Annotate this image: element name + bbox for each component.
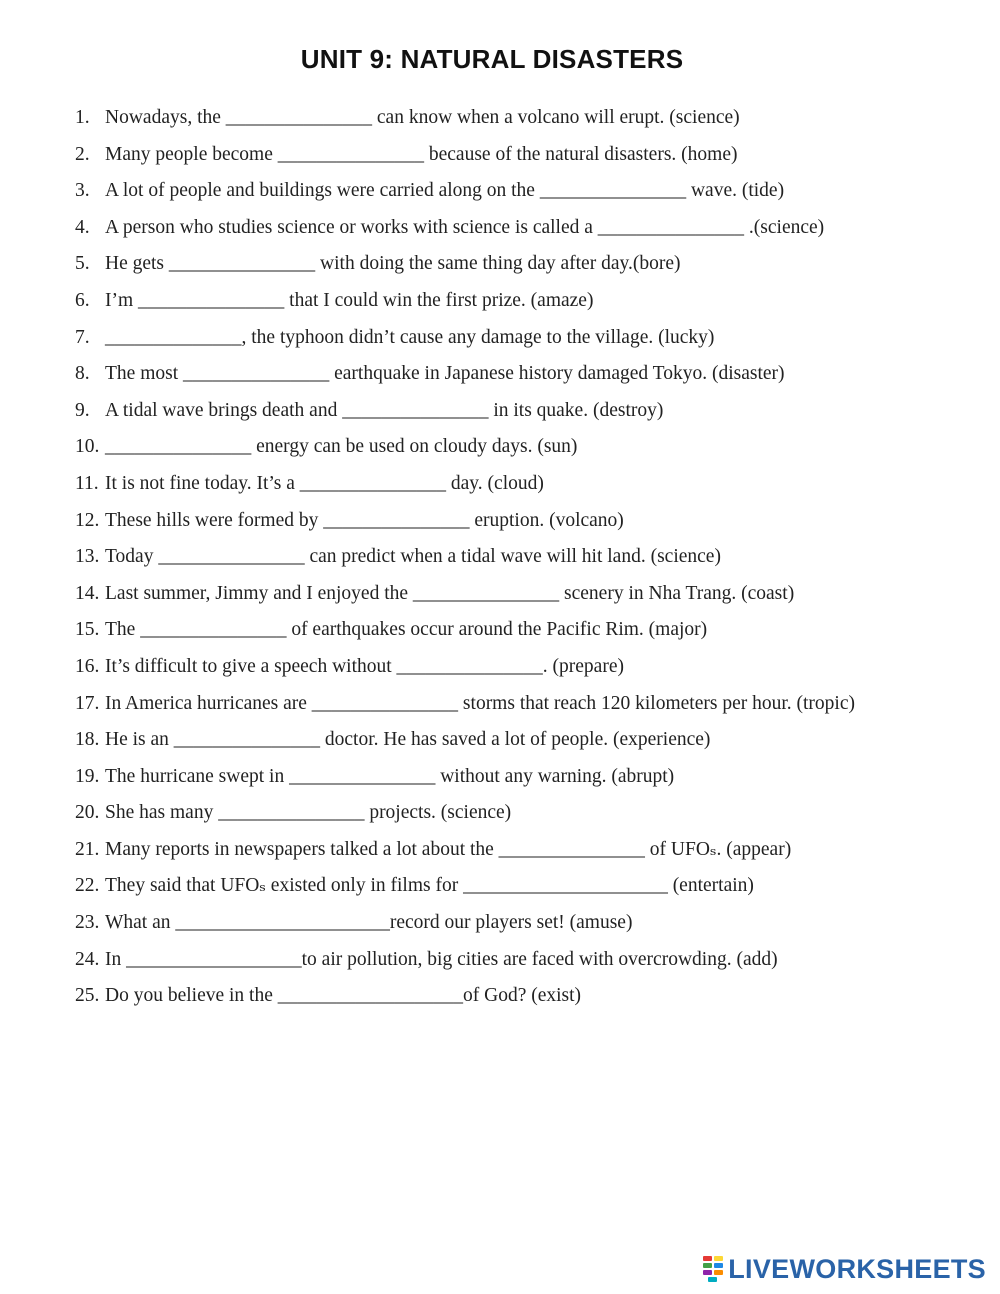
question-item bbox=[0, 542, 1000, 579]
question-number: 25. bbox=[75, 985, 100, 1007]
question-list bbox=[0, 103, 1000, 1018]
question-item bbox=[0, 176, 1000, 213]
question-number: 18. bbox=[75, 729, 100, 751]
logo-block bbox=[703, 1256, 712, 1261]
question-text: What an ______________________record our players set! (amuse) bbox=[105, 912, 633, 934]
question-number: 23. bbox=[75, 912, 100, 934]
question-text: The _______________ of earthquakes occur around the Pacific Rim. (major) bbox=[105, 619, 708, 641]
question-item bbox=[0, 871, 1000, 908]
question-item bbox=[0, 945, 1000, 982]
logo-block bbox=[708, 1277, 717, 1282]
question-text: ______________, the typhoon didn’t cause any damage to the village. (lucky) bbox=[105, 326, 715, 348]
question-item bbox=[0, 579, 1000, 616]
question-number: 13. bbox=[75, 546, 100, 568]
question-number: 11. bbox=[75, 472, 99, 494]
question-text: It is not fine today. It’s a _______________ day. (cloud) bbox=[105, 472, 544, 494]
question-item bbox=[0, 140, 1000, 177]
question-item bbox=[0, 396, 1000, 433]
question-number: 7. bbox=[75, 326, 90, 348]
question-number: 10. bbox=[75, 436, 100, 458]
question-text: The most _______________ earthquake in Japanese history damaged Tokyo. (disaster) bbox=[105, 363, 785, 385]
question-item bbox=[0, 432, 1000, 469]
logo-block bbox=[714, 1256, 723, 1261]
question-text: He is an _______________ doctor. He has saved a lot of people. (experience) bbox=[105, 729, 711, 751]
question-item bbox=[0, 652, 1000, 689]
question-text: The hurricane swept in _______________ without any warning. (abrupt) bbox=[105, 765, 675, 787]
question-number: 24. bbox=[75, 948, 100, 970]
question-text: They said that UFOₛ existed only in films for _____________________ (entertain) bbox=[105, 875, 754, 897]
question-text: She has many _______________ projects. (science) bbox=[105, 802, 512, 824]
logo-block bbox=[703, 1270, 712, 1275]
question-text: Nowadays, the _______________ can know when a volcano will erupt. (science) bbox=[105, 107, 740, 128]
liveworksheets-logo-icon bbox=[703, 1256, 725, 1282]
question-number: 19. bbox=[75, 765, 100, 787]
question-text: _______________ energy can be used on cloudy days. (sun) bbox=[105, 436, 578, 458]
question-number: 6. bbox=[75, 289, 90, 311]
question-text: Do you believe in the ___________________of God? (exist) bbox=[105, 985, 582, 1007]
question-item bbox=[0, 323, 1000, 360]
question-number: 3. bbox=[75, 180, 90, 202]
question-text: In __________________to air pollution, big cities are faced with overcrowding. (add) bbox=[105, 948, 778, 970]
logo-block bbox=[703, 1263, 712, 1268]
question-item bbox=[0, 689, 1000, 726]
question-item bbox=[0, 981, 1000, 1018]
question-number: 17. bbox=[75, 692, 100, 714]
question-text: I’m _______________ that I could win the first prize. (amaze) bbox=[105, 289, 594, 311]
question-item bbox=[0, 213, 1000, 250]
question-item bbox=[0, 359, 1000, 396]
question-number: 8. bbox=[75, 363, 90, 385]
question-number: 21. bbox=[75, 838, 100, 860]
question-text: A lot of people and buildings were carried along on the _______________ wave. (tide) bbox=[105, 180, 785, 202]
question-text: Many people become _______________ because of the natural disasters. (home) bbox=[105, 143, 738, 165]
question-text: In America hurricanes are _______________ storms that reach 120 kilometers per hour. (tropic) bbox=[105, 692, 855, 714]
question-number: 9. bbox=[75, 399, 90, 421]
liveworksheets-logo bbox=[703, 1252, 986, 1286]
question-number: 22. bbox=[75, 875, 100, 897]
question-item bbox=[0, 725, 1000, 762]
question-item bbox=[0, 469, 1000, 506]
question-item bbox=[0, 908, 1000, 945]
question-text: Today _______________ can predict when a tidal wave will hit land. (science) bbox=[105, 546, 721, 568]
liveworksheets-logo-text: LIVEWORKSHEETS bbox=[728, 1253, 986, 1284]
question-item bbox=[0, 615, 1000, 652]
question-item bbox=[0, 286, 1000, 323]
question-number: 12. bbox=[75, 509, 100, 531]
question-number: 2. bbox=[75, 143, 90, 165]
question-number: 15. bbox=[75, 619, 100, 641]
question-item bbox=[0, 762, 1000, 799]
logo-block bbox=[714, 1270, 723, 1275]
question-item bbox=[0, 249, 1000, 286]
question-item bbox=[0, 506, 1000, 543]
question-text: He gets _______________ with doing the same thing day after day.(bore) bbox=[105, 253, 681, 275]
question-text: Last summer, Jimmy and I enjoyed the _______________ scenery in Nha Trang. (coast) bbox=[105, 582, 795, 604]
question-text: Many reports in newspapers talked a lot about the _______________ of UFOₛ. (appear) bbox=[105, 838, 792, 860]
question-number: 14. bbox=[75, 582, 100, 604]
question-number: 1. bbox=[75, 107, 90, 128]
logo-block bbox=[714, 1263, 723, 1268]
question-number: 5. bbox=[75, 253, 90, 275]
page-title: UNIT 9: NATURAL DISASTERS bbox=[300, 44, 684, 74]
question-number: 4. bbox=[75, 216, 90, 238]
question-text: It’s difficult to give a speech without _______________. (prepare) bbox=[105, 655, 624, 677]
question-text: These hills were formed by _______________ eruption. (volcano) bbox=[105, 509, 624, 531]
question-text: A person who studies science or works with science is called a _______________ .(science) bbox=[105, 216, 825, 238]
question-number: 20. bbox=[75, 802, 100, 824]
question-item bbox=[0, 835, 1000, 872]
question-item bbox=[0, 103, 1000, 140]
question-item bbox=[0, 798, 1000, 835]
question-number: 16. bbox=[75, 655, 100, 677]
question-text: A tidal wave brings death and _______________ in its quake. (destroy) bbox=[105, 399, 664, 421]
